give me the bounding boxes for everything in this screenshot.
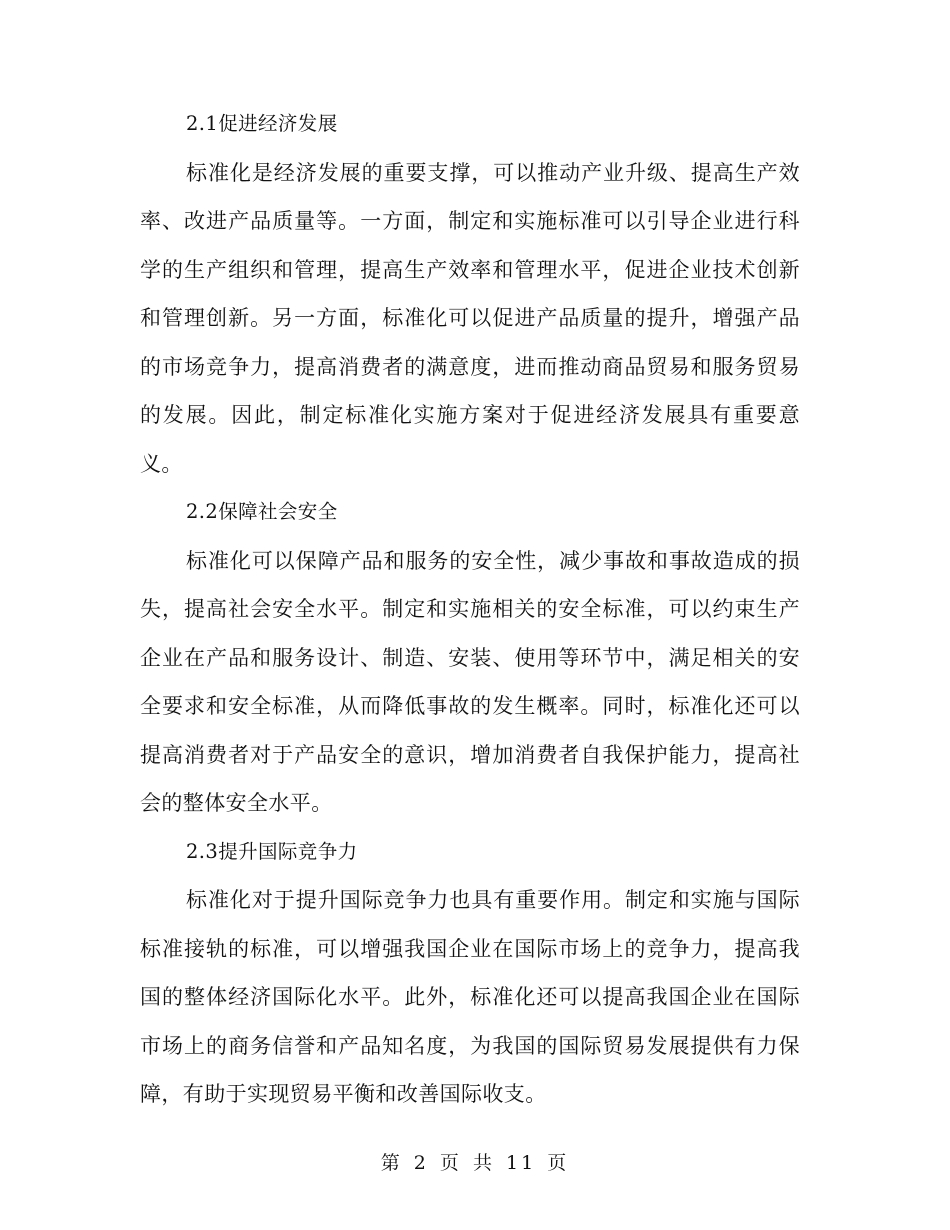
section-heading-2-2: 2.2保障社会安全 bbox=[186, 500, 338, 523]
total-label: 共 bbox=[472, 1152, 495, 1174]
page-footer bbox=[0, 1148, 950, 1175]
current-page-number: 2 bbox=[413, 1152, 429, 1174]
page-label-mid: 页 bbox=[439, 1152, 462, 1174]
total-page-count: 11 bbox=[506, 1152, 537, 1174]
document-body bbox=[140, 100, 800, 1119]
section-paragraph-2-1: 标准化是经济发展的重要支撑，可以推动产业升级、提高生产效率、改进产品质量等。一方面，制定和实施标准可以引导企业进行科学的生产组织和管理，提高生产效率和管理水平，促进企业技术创新和管理创新。另一方面，标准化可以促进产品质量的提升，增强产品的市场竞争力，提高消费者的满意度，进而推动商品贸易和服务贸易的发展。因此，制定标准化实施方案对于促进经济发展具有重要意义。 bbox=[140, 160, 800, 476]
page-label-prefix: 第 bbox=[380, 1152, 403, 1174]
section-heading-2-1: 2.1促进经济发展 bbox=[186, 112, 338, 135]
section-paragraph-2-3: 标准化对于提升国际竞争力也具有重要作用。制定和实施与国际标准接轨的标准，可以增强我国企业在国际市场上的竞争力，提高我国的整体经济国际化水平。此外，标准化还可以提高我国企业在国际市场上的商务信誉和产品知名度，为我国的国际贸易发展提供有力保障，有助于实现贸易平衡和改善国际收支。 bbox=[140, 888, 800, 1106]
section-heading-2-3: 2.3提升国际竞争力 bbox=[186, 839, 358, 863]
section-paragraph-2-2: 标准化可以保障产品和服务的安全性，减少事故和事故造成的损失，提高社会安全水平。制定和实施相关的安全标准，可以约束生产企业在产品和服务设计、制造、安装、使用等环节中，满足相关的安全要求和安全标准，从而降低事故的发生概率。同时，标准化还可以提高消费者对于产品安全的意识，增加消费者自我保护能力，提高社会的整体安全水平。 bbox=[140, 548, 800, 815]
page-label-suffix: 页 bbox=[547, 1152, 570, 1174]
